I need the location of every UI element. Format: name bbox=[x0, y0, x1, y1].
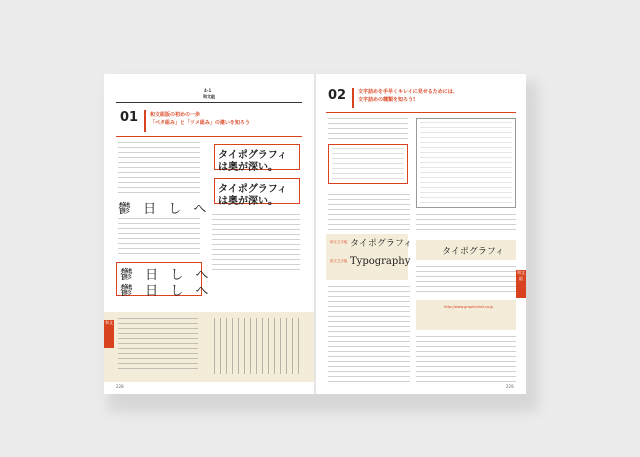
kanji-row-3: 鬱 日 し へ bbox=[120, 284, 213, 299]
page-number: 228 bbox=[116, 384, 124, 389]
section-number: 4-1 bbox=[204, 88, 212, 93]
sample-text-1b: は奥が深い。 bbox=[218, 162, 278, 173]
body-text-long bbox=[328, 286, 410, 382]
side-tab: 和文 bbox=[104, 320, 114, 348]
sample-en: Typography bbox=[350, 256, 411, 267]
intro-text bbox=[328, 118, 408, 140]
heading-rule bbox=[326, 112, 516, 113]
sample-jp: タイポグラフィ bbox=[350, 239, 413, 249]
body-text-block-2 bbox=[118, 218, 200, 258]
heading-accent-bar bbox=[352, 88, 354, 108]
vertical-sample bbox=[214, 318, 300, 374]
url-text: http://www.graphicfact.co.jp bbox=[444, 305, 494, 309]
body-text-block-3 bbox=[416, 336, 516, 382]
page-number: 229 bbox=[506, 384, 514, 389]
section-rule bbox=[116, 102, 302, 103]
body-text-block bbox=[118, 142, 200, 194]
section-title: 和文組 bbox=[203, 94, 215, 99]
sample-text-1a: タイポグラフィ bbox=[218, 150, 287, 161]
sample-en-label: 欧文文字組 bbox=[330, 259, 348, 263]
heading-line1: 和文組版の初めの一歩 bbox=[150, 112, 201, 118]
side-tab: 和文組 bbox=[516, 270, 526, 298]
body-text-block bbox=[328, 194, 410, 230]
sample-text-2a: タイポグラフィ bbox=[218, 184, 287, 195]
panel-lines bbox=[420, 122, 512, 204]
right-column-text bbox=[212, 214, 300, 270]
kanji-row-2: 鬱 日 し へ bbox=[120, 268, 213, 283]
sample-paragraph bbox=[118, 318, 198, 372]
heading-rule bbox=[116, 136, 302, 137]
heading-line1: 文字詰めを手早くキレイに見せるためには、 bbox=[358, 89, 458, 95]
lesson-number: 01 bbox=[120, 110, 139, 125]
sample-text-2b: は奥が深い。 bbox=[218, 196, 278, 207]
sample-jp-label: 和文文字組 bbox=[330, 240, 348, 244]
sample-jp-2: タイポグラフィ bbox=[442, 247, 505, 257]
lesson-number: 02 bbox=[328, 88, 347, 103]
kanji-row-1: 鬱 日 し へ bbox=[118, 202, 211, 217]
heading-accent-bar bbox=[144, 110, 146, 132]
caption-text bbox=[416, 214, 516, 234]
heading-line2: 「ベタ組み」と「ツメ組み」の違いを知ろう bbox=[150, 120, 250, 126]
settings-lines bbox=[332, 148, 404, 180]
right-page bbox=[316, 74, 526, 394]
body-text-block-2 bbox=[416, 266, 516, 294]
left-page bbox=[104, 74, 314, 394]
heading-line2: 文字詰めの種類を知ろう! bbox=[358, 97, 416, 103]
